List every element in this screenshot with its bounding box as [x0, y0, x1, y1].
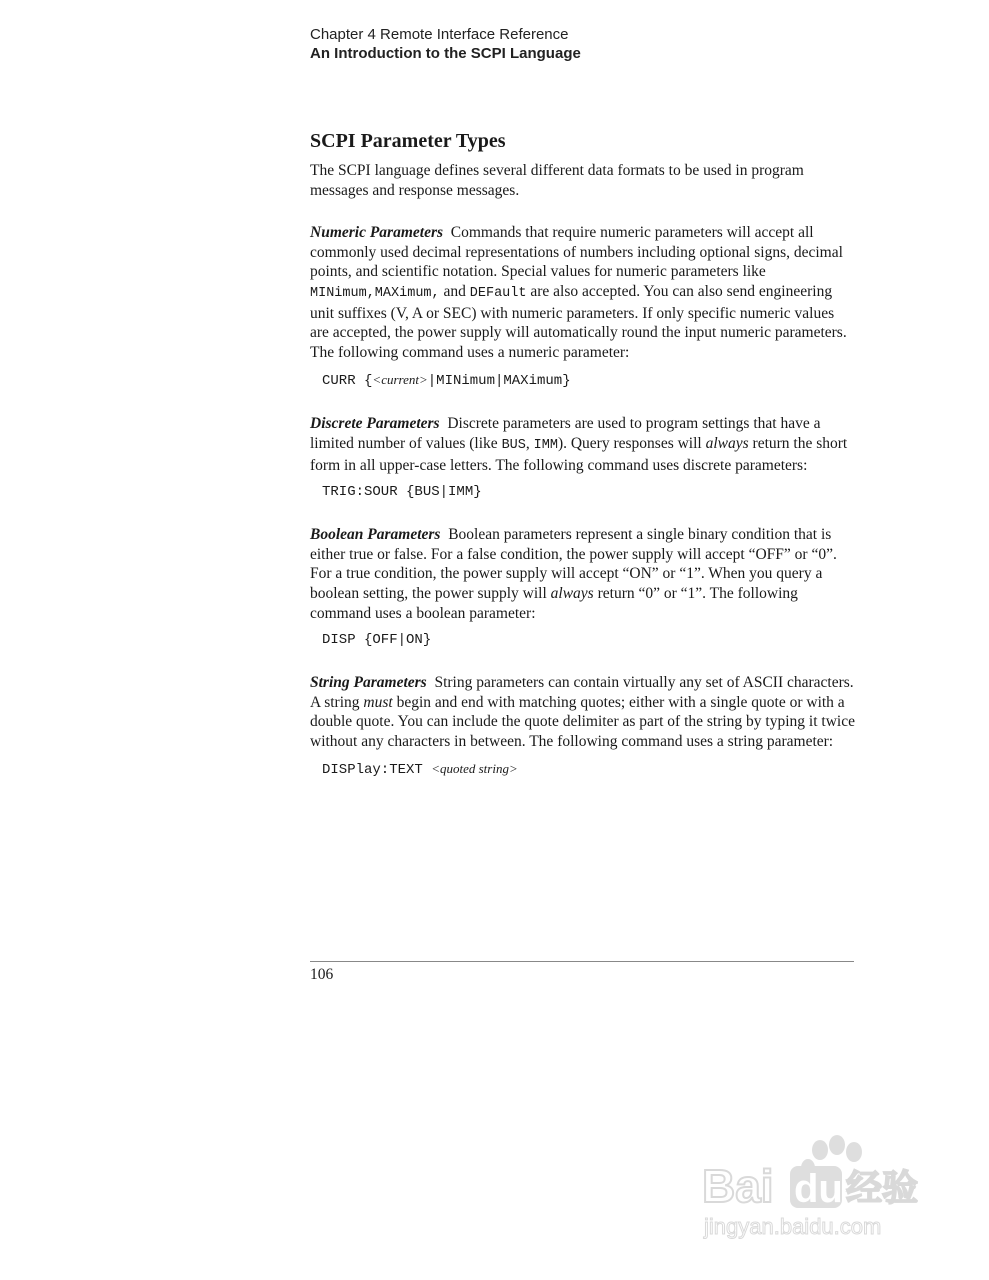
string-parameters-block [310, 673, 855, 780]
intro-paragraph: The SCPI language defines several different data formats to be used in program messages and response messages. [310, 162, 804, 199]
numeric-text-3: are also accepted. You can also send engineering unit suffixes (V, A or SEC) with numeric parameters. If only specific numeric values are accepted, the power supply will automatically round the input numeric parameters. The following command uses a numeric parameter: [310, 282, 847, 361]
discrete-command-example: TRIG:SOUR {BUS|IMM} [322, 484, 482, 501]
boolean-text-2: return “0” or “1”. The following command uses a boolean parameter: [310, 584, 798, 622]
string-cmd-prefix: DISPlay:TEXT [322, 762, 432, 779]
discrete-text-3: ). Query responses will [557, 434, 702, 452]
string-paragraph [310, 673, 855, 751]
boolean-parameters-block [310, 525, 855, 650]
boolean-emphasis: always [550, 584, 594, 602]
string-command-example [322, 759, 855, 780]
numeric-cmd-suffix: |MINimum|MAXimum} [427, 373, 571, 390]
discrete-emphasis: always [705, 434, 749, 452]
numeric-code-1: MINimum,MAXimum, [310, 285, 440, 301]
discrete-text-1: Discrete parameters are used to program settings that have a limited number of values (like [310, 415, 821, 452]
numeric-code-2: DEFault [469, 285, 527, 301]
boolean-command-example: DISP {OFF|ON} [322, 632, 432, 649]
numeric-text-1: Commands that require numeric parameters will accept all commonly used decimal representations of numbers including optional signs, decimal points, and scientific notation. Special values for numeric parameters like [310, 224, 843, 281]
discrete-text-2: , [525, 434, 530, 452]
numeric-text-2: and [443, 282, 466, 300]
watermark-logo-text-2: du [794, 1167, 843, 1211]
discrete-parameters-block [310, 414, 855, 502]
string-emphasis: must [363, 693, 393, 711]
discrete-code-2: IMM [533, 437, 558, 453]
watermark-url: jingyan.baidu.com [704, 1214, 882, 1239]
section-heading: An Introduction to the SCPI Language [310, 45, 581, 62]
footer-divider [310, 961, 854, 962]
watermark-logo-text: Bai [702, 1160, 774, 1212]
page-number: 106 [310, 966, 334, 983]
numeric-cmd-prefix: CURR { [322, 373, 373, 390]
string-heading: String Parameters [310, 674, 427, 692]
discrete-code-1: BUS [501, 437, 526, 453]
watermark-logo-cn: 经验 [846, 1168, 919, 1209]
discrete-heading: Discrete Parameters [310, 415, 440, 433]
string-text-1: String parameters can contain virtually any set of ASCII characters. A string [310, 674, 854, 711]
chapter-title: Chapter 4 Remote Interface Reference [310, 26, 569, 43]
discrete-paragraph [310, 414, 855, 475]
numeric-cmd-arg: <current> [372, 372, 428, 388]
boolean-text-1: Boolean parameters represent a single binary condition that is either true or false. For a false condition, the power supply will accept “OFF” or “0”. For a true condition, the power supply will accept “ON” or “1”. When you query a boolean setting, the power supply will [310, 526, 837, 602]
string-cmd-arg: <quoted string> [431, 761, 518, 777]
string-text-2: begin and end with matching quotes; either with a single quote or with a double quote. You can include the quote delimiter as part of the string by typing it twice without any characters in between. The following command uses a string parameter: [310, 693, 855, 750]
discrete-text-4: return the short form in all upper-case letters. The following command uses discrete parameters: [310, 434, 848, 474]
numeric-parameters-block [310, 223, 855, 391]
numeric-paragraph [310, 223, 855, 362]
baidu-jingyan-watermark [700, 1130, 940, 1270]
numeric-heading: Numeric Parameters [310, 224, 444, 242]
running-header [310, 25, 581, 63]
main-content [310, 128, 855, 803]
boolean-heading: Boolean Parameters [310, 526, 441, 544]
page-title: SCPI Parameter Types [310, 130, 506, 152]
numeric-command-example [322, 370, 855, 391]
paw-icon [700, 1130, 940, 1270]
boolean-paragraph [310, 525, 855, 623]
